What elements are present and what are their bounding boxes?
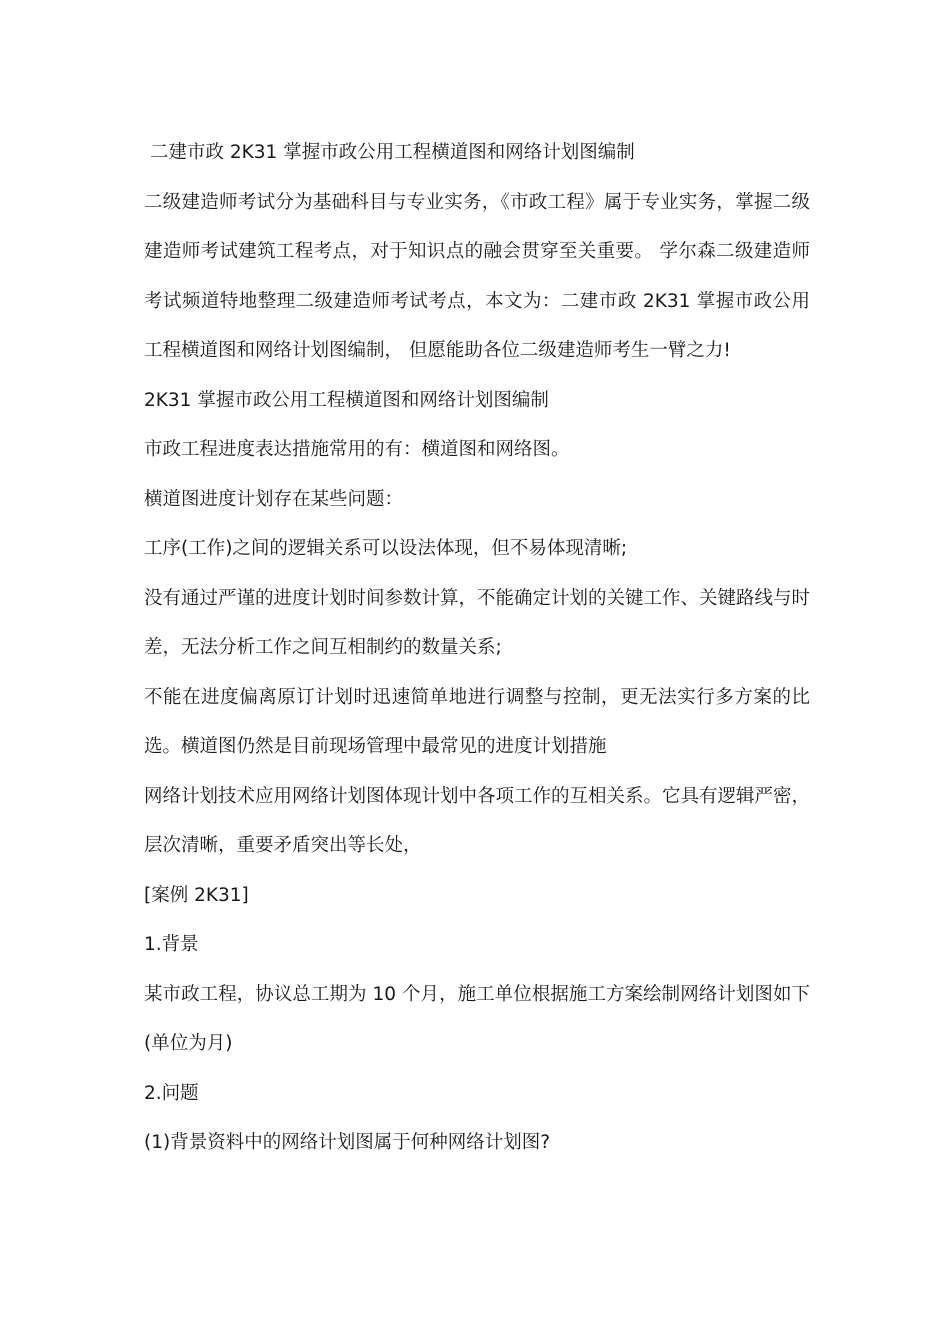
paragraph-problem-1: 工序(工作)之间的逻辑关系可以设法体现，但不易体现清晰; [144,538,628,559]
paragraph-case-label: [案例 2K31] [144,884,249,906]
paragraph-question-heading: 2.问题 [144,1082,199,1104]
paragraph-intro: 二级建造师考试分为基础科目与专业实务，《市政工程》属于专业实务，掌握二级建造师考试建筑工程考点，对于知识点的融会贯穿至关重要。 学尔森二级建造师考试频道特地整理二级建造师考试考点，本文为：二建市政 2K31 掌握市政公用工程横道图和网络计划图编制， 但愿能助各位二级建造师考生一臂之力! [144,191,810,361]
paragraph-problem-3: 不能在进度偏离原订计划时迅速简单地进行调整与控制，更无法实行多方案的比选。横道图仍然是目前现场管理中最常见的进度计划措施 [144,686,810,757]
paragraph-problem-2: 没有通过严谨的进度计划时间参数计算，不能确定计划的关键工作、关键路线与时差，无法分析工作之间互相制约的数量关系; [144,587,811,658]
paragraph-section-heading: 2K31 掌握市政公用工程横道图和网络计划图编制 [144,389,549,411]
paragraph-background-heading: 1.背景 [144,934,199,955]
paragraph-progress-methods: 市政工程进度表达措施常用的有：横道图和网络图。 [144,439,570,460]
paragraph-background-text: 某市政工程，协议总工期为 10 个月，施工单位根据施工方案绘制网络计划图如下(单位为月) [144,983,810,1054]
document-body [144,128,810,1168]
paragraph-network-plan: 网络计划技术应用网络计划图体现计划中各项工作的互相关系。它具有逻辑严密，层次清晰，重要矛盾突出等长处， [144,785,811,856]
paragraph-question-1: (1)背景资料中的网络计划图属于何种网络计划图? [144,1132,551,1153]
paragraph-gantt-problems: 横道图进度计划存在某些问题： [144,488,404,510]
document-title: 二建市政 2K31 掌握市政公用工程横道图和网络计划图编制 [150,142,635,163]
